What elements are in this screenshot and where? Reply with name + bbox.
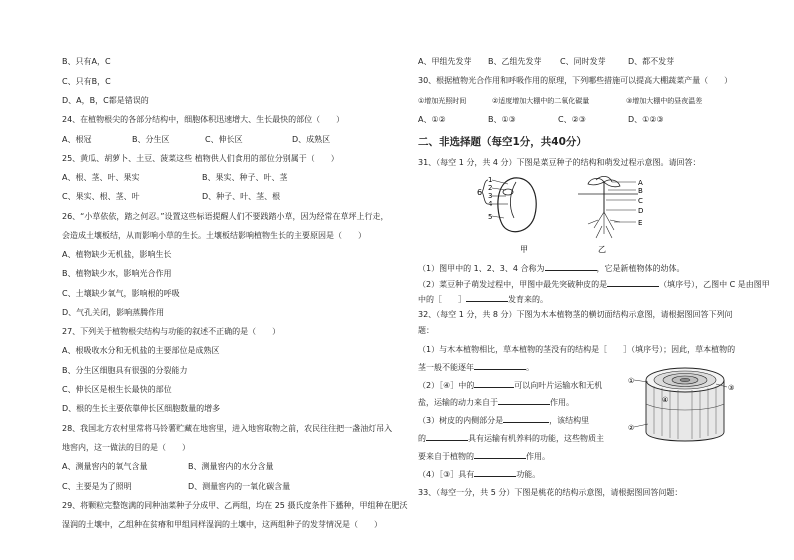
seed-label-4: 4 (488, 200, 493, 208)
q32-blank-2[interactable] (474, 379, 514, 388)
q29-option-c: C、同时发芽 (560, 57, 606, 66)
seedling-diagram (578, 176, 638, 238)
q26-option-b: B、植物缺少水，影响光合作用 (62, 269, 172, 278)
q30-items (418, 96, 702, 106)
q32-blank-4[interactable] (503, 414, 549, 423)
seed-label-6: 6 (477, 188, 483, 197)
q27-option-c: C、伸长区是根生长最快的部位 (62, 385, 172, 394)
stem-label-1: ① (628, 377, 635, 385)
q25-options-row1 (62, 173, 288, 183)
q28-option-c: C、主要是为了照明 (62, 482, 132, 491)
q26-option-d: D、气孔关闭，影响蒸腾作用 (62, 308, 165, 317)
q26-stem-line2: 会造成土壤板结，从而影响小草的生长。土壤板结影响植物生长的主要原因是（ ） (62, 231, 366, 240)
q31-blank-1[interactable] (545, 262, 597, 271)
q27-option-a: A、根吸收水分和无机盐的主要部位是成熟区 (62, 346, 220, 355)
q25-options-row2 (62, 192, 280, 202)
q31-blank-2[interactable] (607, 278, 659, 287)
q29-option-b: B、乙组先发芽 (488, 57, 542, 66)
seedling-label-c: C (638, 197, 643, 205)
seedling-label-a: A (638, 179, 643, 187)
q32-stem-line2: 题： (418, 326, 434, 335)
seed-label-2: 2 (488, 184, 493, 192)
q27-stem: 27、下列关于植物根尖结构与功能的叙述不正确的是（ ） (62, 327, 281, 336)
q31-answer-2: （2）菜豆种子萌发过程中，甲图中最先突破种皮的是 （填序号），乙图中 C 是由图甲 (418, 280, 770, 289)
q29-option-a: A、甲组先发芽 (418, 57, 472, 66)
q25-option-d: D、种子、叶、茎、根 (202, 192, 281, 201)
q32-blank-5[interactable] (426, 432, 468, 441)
q30-item-1: ①增加光照时间 (418, 97, 467, 105)
q31-answer-3: 中的［ ］ 发育来的。 (418, 295, 548, 304)
section-2-heading: 二、非选择题（每空1分，共40分） (418, 136, 587, 148)
q23-option-c: C、只有B，C (62, 77, 111, 86)
q28-option-d: D、测量窖内的一氧化碳含量 (188, 482, 291, 491)
q30-stem: 30、根据植物光合作用和呼吸作用的原理，下列哪些措施可以提高大棚蔬菜产量（ ） (418, 76, 733, 85)
q24-options (62, 135, 330, 145)
q27-option-b: B、分生区细胞具有很强的分裂能力 (62, 366, 188, 375)
q24-option-a: A、根冠 (62, 135, 92, 144)
q28-options-row1 (62, 462, 274, 472)
caption-jia: 甲 (520, 245, 528, 254)
q25-option-c: C、果实、根、茎、叶 (62, 192, 140, 201)
q28-option-b: B、测量窖内的水分含量 (188, 462, 274, 471)
q23-option-b: B、只有A，C (62, 57, 111, 66)
q32-answer-3: （3）树皮的内侧部分是 ，该结构里 (418, 416, 590, 425)
stem-cross-section (646, 368, 724, 441)
q24-stem: 24、在植物根尖的各部分结构中，细胞体积迅速增大、生长最快的部位（ ） (62, 115, 345, 124)
q24-option-d: D、成熟区 (292, 135, 331, 144)
q28-options-row2 (62, 482, 290, 492)
q24-option-b: B、分生区 (132, 135, 170, 144)
seed-label-3: 3 (488, 192, 493, 200)
q23-option-d: D、A，B，C都是错误的 (62, 96, 149, 105)
q25-stem: 25、黄瓜、胡萝卜、土豆、菠菜这些 植物供人们食用的部位分别属于（ ） (62, 154, 339, 163)
q30-item-2: ②适度增加大棚中的二氧化碳量 (492, 97, 590, 105)
stem-label-3: ③ (728, 384, 735, 392)
q25-option-a: A、根、茎、叶、果实 (62, 173, 140, 182)
q30-option-a: A、①② (418, 115, 446, 124)
q30-option-b: B、①③ (488, 115, 516, 124)
q29-options (418, 57, 674, 67)
q32-answer-3-line2: 的 具有运输有机养料的功能，这些物质主 (418, 434, 604, 443)
q26-stem-line1: 26、“小草依依，踏之何忍。”设置这些标语提醒人们不要践踏小草，因为经常在草坪上行走， (62, 212, 389, 221)
q30-option-c: C、②③ (558, 115, 586, 124)
q32-answer-4: （4）［③］具有 功能。 (418, 470, 541, 479)
q29-stem-line1: 29、将颗粒完整饱满的同种油菜种子分成甲、乙两组，均在 25 摄氏度条件下播种，甲组种在肥沃 (62, 501, 408, 510)
q31-blank-3[interactable] (466, 293, 508, 302)
q32-blank-3[interactable] (498, 396, 550, 405)
q31-stem: 31、（每空 1 分，共 4 分）下图是菜豆种子的结构和萌发过程示意图。请回答： (418, 158, 701, 167)
q32-answer-2: （2）［④］中的 可以向叶片运输水和无机 (418, 381, 603, 390)
q32-blank-1[interactable] (474, 361, 526, 370)
q29-option-d: D、都不发芽 (628, 57, 675, 66)
q32-answer-1-line2: 茎一般不能逐年 。 (418, 363, 534, 372)
q30-item-3: ③增加大棚中的昼夜温差 (626, 97, 703, 105)
q32-blank-6[interactable] (474, 450, 526, 459)
seed-label-1: 1 (488, 176, 493, 184)
q24-option-c: C、伸长区 (205, 135, 243, 144)
q32-stem: 32、（每空 1 分，共 8 分）下图为木本植物茎的横切面结构示意图，请根据图回答下列问 (418, 310, 733, 319)
q28-stem-line2: 地窖内，这一做法的目的是（ ） (62, 443, 190, 452)
seedling-label-e: E (638, 219, 643, 227)
q25-option-b: B、果实、种子、叶、茎 (202, 173, 288, 182)
q32-blank-7[interactable] (474, 468, 516, 477)
q32-answer-2-line2: 盐，运输的动力来自于 作用。 (418, 398, 574, 407)
q26-option-a: A、植物缺少无机盐，影响生长 (62, 250, 172, 259)
q30-option-d: D、①②③ (628, 115, 664, 124)
q26-option-c: C、土壤缺少氧气，影响根的呼吸 (62, 289, 180, 298)
q33-stem: 33、（每空一分，共 5 分）下图是桃花的结构示意图，请根据图回答问题： (418, 488, 683, 497)
q28-stem-line1: 28、我国北方农村里常将马铃薯贮藏在地窖里，进入地窖取物之前，农民往往把一盏油灯吊入 (62, 424, 393, 433)
q32-stem-figure (624, 360, 742, 450)
q31-answer-1: （1）图甲中的 1、2、3、4 合称为 ，它是新植物体的幼体。 (418, 264, 685, 273)
seedling-label-b: B (638, 187, 643, 195)
q29-stem-line2: 湿润的土壤中，乙组种在贫瘠和甲组同样湿润的土壤中，这两组种子的发芽情况是（ ） (62, 520, 382, 529)
caption-yi: 乙 (598, 245, 606, 254)
q31-figure (478, 172, 658, 254)
q30-options (418, 115, 664, 125)
q27-option-d: D、根的生长主要依靠伸长区细胞数量的增多 (62, 404, 221, 413)
q32-answer-3-line3: 要来自于植物的 作用。 (418, 452, 550, 461)
seedling-label-d: D (638, 207, 644, 215)
q32-answer-1: （1）与木本植物相比，草本植物的茎没有的结构是［ ］（填序号）；因此，草本植物的 (418, 345, 736, 354)
q28-option-a: A、测量窖内的氧气含量 (62, 462, 148, 471)
stem-label-2: ② (628, 424, 635, 432)
stem-label-4: ④ (662, 396, 669, 404)
seed-label-5: 5 (488, 213, 493, 221)
